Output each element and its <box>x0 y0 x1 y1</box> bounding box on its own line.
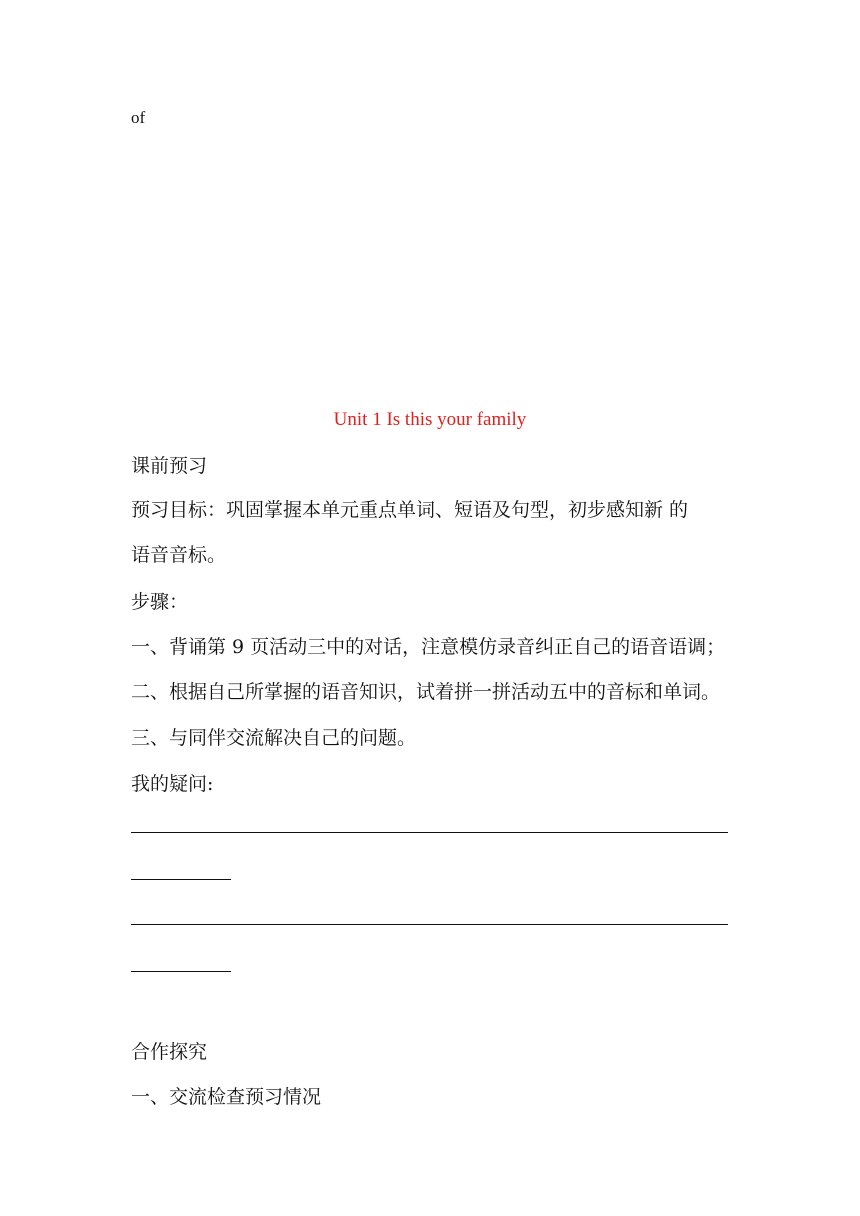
steps-label: 步骤： <box>131 591 189 613</box>
preview-heading: 课前预习 <box>131 455 208 477</box>
answer-line <box>131 924 728 925</box>
goal-line-1: 预习目标：巩固掌握本单元重点单词、短语及句型，初步感知新 的 <box>131 499 689 521</box>
step-1: 一、背诵第 9 页活动三中的对话，注意模仿录音纠正自己的语音语调； <box>131 636 726 658</box>
answer-line <box>131 832 728 833</box>
step-2: 二、根据自己所掌握的语音知识，试着拼一拼活动五中的音标和单词。 <box>131 681 721 703</box>
questions-label: 我的疑问: <box>131 773 214 795</box>
unit-title: Unit 1 Is this your family <box>333 409 527 430</box>
text-fragment: of <box>131 108 146 127</box>
goal-line-2: 语音音标。 <box>131 544 227 566</box>
cooperation-item-1: 一、交流检查预习情况 <box>131 1086 322 1108</box>
cooperation-heading: 合作探究 <box>131 1041 208 1063</box>
answer-line <box>131 971 231 972</box>
answer-line <box>131 879 231 880</box>
step-3: 三、与同伴交流解决自己的问题。 <box>131 727 417 749</box>
